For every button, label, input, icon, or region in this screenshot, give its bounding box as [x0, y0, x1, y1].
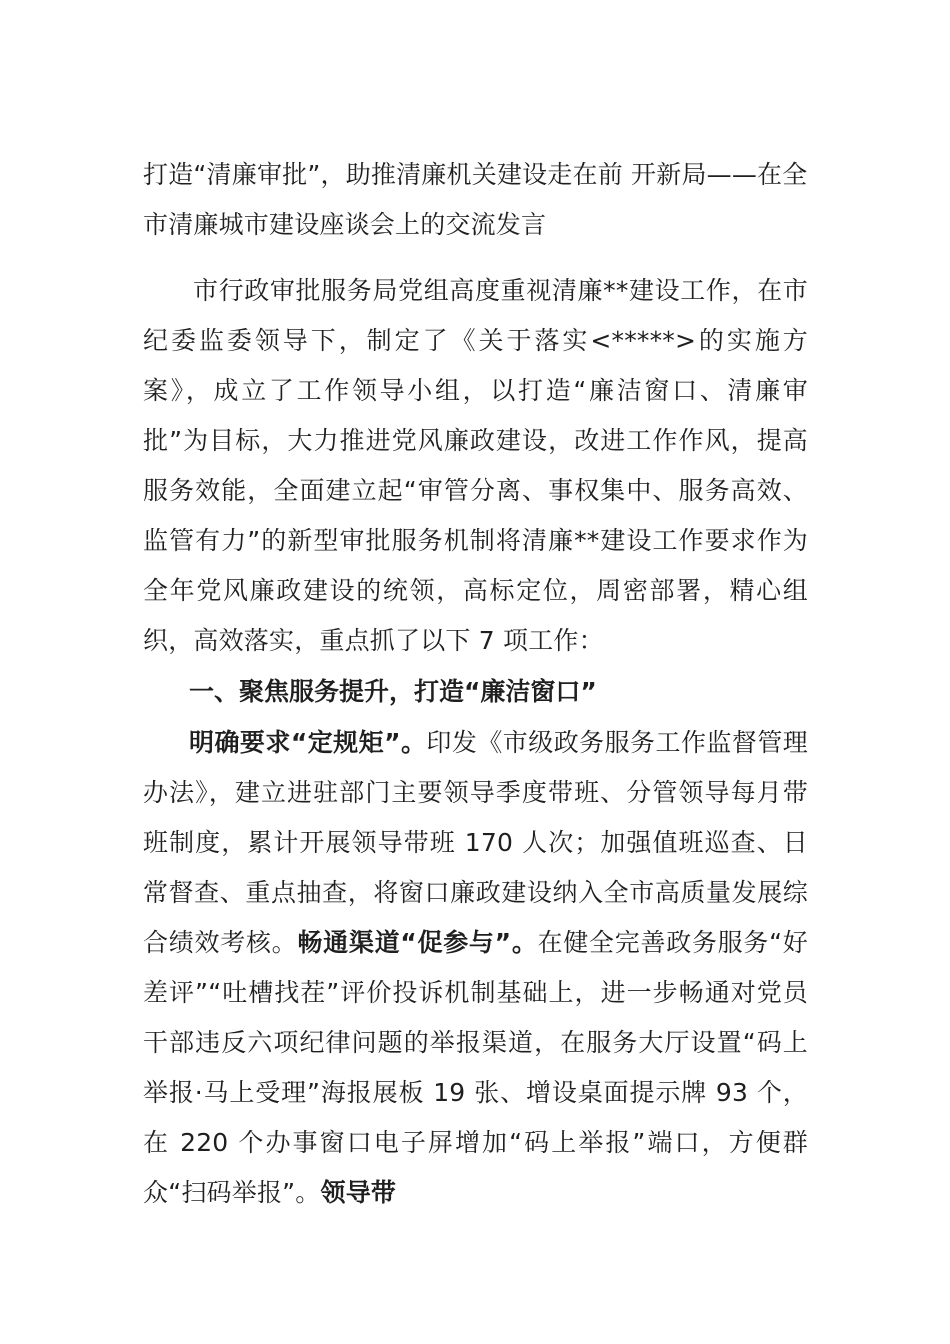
section-heading: 一、聚焦服务提升，打造“廉洁窗口” — [189, 677, 597, 706]
item-lead: 明确要求“定规矩”。 — [189, 728, 427, 757]
item-lead: 领导带 — [320, 1178, 397, 1207]
intro-paragraph: 市行政审批服务局党组高度重视清廉**建设工作，在市纪委监委领导下，制定了《关于落实<*****>的实施方案》，成立了工作领导小组，以打造“廉洁窗口、清廉审批”为目标，大力推进党风廉政建设，改进工作作风，提高服务效能，全面建立起“审管分离、事权集中、服务高效、监管有力”的新型审批服务机制将清廉**建设工作要求作为全年党风廉政建设的统领，高标定位，周密部署，精心组织，高效落实，重点抓了以下 7 项工作： — [143, 276, 808, 655]
section-body-paragraph — [143, 718, 808, 1218]
item-lead: 畅通渠道“促参与”。 — [297, 928, 538, 957]
document-page — [143, 150, 808, 1218]
document-title: 打造“清廉审批”，助推清廉机关建设走在前 开新局——在全市清廉城市建设座谈会上的交流发言 — [143, 160, 808, 239]
item-text: 在健全完善政务服务“好差评”“吐槽找茬”评价投诉机制基础上，进一步畅通对党员干部违反六项纪律问题的举报渠道，在服务大厅设置“码上举报·马上受理”海报展板 19 张、增设桌面提示牌 93 个，在 220 个办事窗口电子屏增加“码上举报”端口，方便群众“扫码举报”。 — [143, 928, 809, 1207]
item-text: 印发《市级政务服务工作监督管理办法》，建立进驻部门主要领导季度带班、分管领导每月带班制度，累计开展领导带班 170 人次；加强值班巡查、日常督查、重点抽查，将窗口廉政建设纳入全市高质量发展综合绩效考核。 — [143, 728, 808, 957]
